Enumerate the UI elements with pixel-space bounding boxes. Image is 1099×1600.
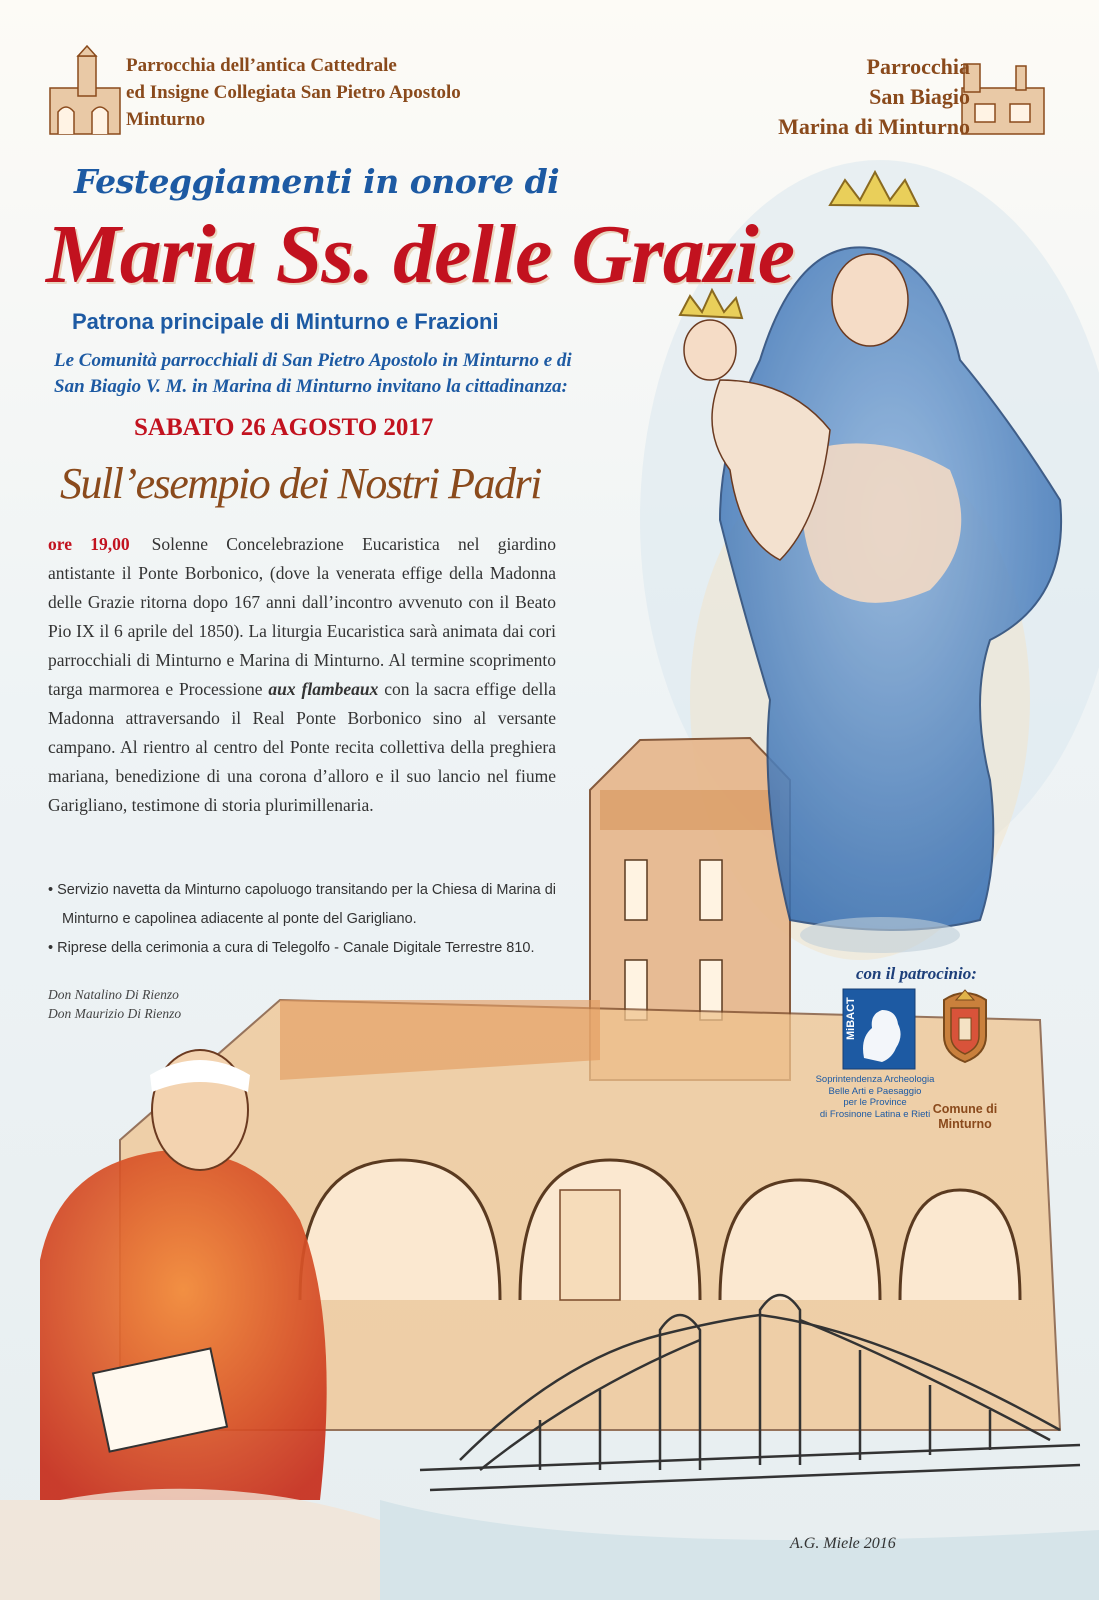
right-parish-name — [690, 52, 970, 142]
mibact-caption-line: per le Province — [843, 1097, 907, 1108]
mibact-logo-text: MiBACT — [845, 997, 857, 1040]
pretitle: Festeggiamenti in onore di — [74, 162, 560, 201]
comune-caption-line: Comune di — [932, 1102, 998, 1116]
description-part: Solenne Concelebrazione Eucaristica nel giardino antistante il Ponte Borbonico, (dove la venerata effige della Madonna delle Grazie ritorna dopo 167 anni dall’incontro avvenuto con il Beato Pio IX il 6 aprile del 1850). La liturgia Eucaristica sarà animata dai cori parrocchiali di Minturno e Marina di Minturno. Al termine scoprimento targa marmorea e Processione — [48, 534, 557, 699]
church-logo-right — [982, 64, 1050, 136]
patronage-heading: con il patrocinio: — [856, 964, 977, 983]
description-emphasis: aux flambeaux — [268, 679, 379, 699]
mibact-caption-line: Belle Arti e Paesaggio — [828, 1085, 922, 1097]
signer-name: Don Maurizio Di Rienzo — [48, 1006, 182, 1021]
left-parish-name — [126, 52, 546, 133]
description-part: con la sacra effige della Madonna attraversando il Real Ponte Borbonico sino al versante campano. Al rientro al centro del Ponte recita collettiva della preghiera mariana, benedizione di una corona d’alloro e il suo lancio nel fiume Garigliano, testimone di storia plurimillenaria. — [48, 679, 556, 815]
event-time: ore 19,00 — [48, 534, 130, 554]
event-description — [48, 530, 556, 820]
invitation-text — [54, 348, 664, 400]
service-notes — [48, 876, 568, 963]
left-parish-line: ed Insigne Collegiata San Pietro Apostolo — [126, 82, 461, 103]
service-note-item: • Servizio navetta da Minturno capoluogo transitando per la Chiesa di Marina di Minturno e capolinea adiacente al ponte del Garigliano. — [48, 882, 557, 927]
comune-coat-of-arms-icon — [934, 986, 996, 1064]
patrona-subtitle: Patrona principale di Minturno e Frazioni — [72, 309, 499, 334]
right-parish-line: Parrocchia — [866, 54, 970, 79]
left-parish-line: Minturno — [126, 109, 206, 130]
left-parish-line: Parrocchia dell’antica Cattedrale — [126, 55, 397, 76]
comune-caption-line: Minturno — [938, 1117, 992, 1131]
church-logo-left — [48, 52, 118, 136]
mibact-caption-line: Soprintendenza Archeologia — [815, 1074, 935, 1085]
signers — [48, 985, 308, 1023]
invitation-line: Le Comunità parrocchiali di San Pietro Apostolo in Minturno e di — [54, 350, 572, 371]
service-note-item: • Riprese della cerimonia a cura di Telegolfo - Canale Digitale Terrestre 810. — [48, 940, 535, 956]
comune-caption — [920, 1102, 1010, 1132]
right-parish-line: San Biagio — [869, 84, 970, 109]
main-title: Maria Ss. delle Grazie — [46, 208, 795, 301]
mibact-caption-line: di Frosinone Latina e Rieti — [819, 1108, 931, 1120]
artist-signature: A.G. Miele 2016 — [790, 1535, 896, 1552]
event-date: SABATO 26 AGOSTO 2017 — [134, 414, 434, 441]
mibact-logo-icon — [842, 988, 916, 1070]
invitation-line: San Biagio V. M. in Marina di Minturno invitano la cittadinanza: — [54, 376, 568, 397]
signer-name: Don Natalino Di Rienzo — [48, 987, 179, 1002]
event-motto: Sull’esempio dei Nostri Padri — [60, 459, 541, 508]
right-parish-line: Marina di Minturno — [778, 114, 970, 139]
